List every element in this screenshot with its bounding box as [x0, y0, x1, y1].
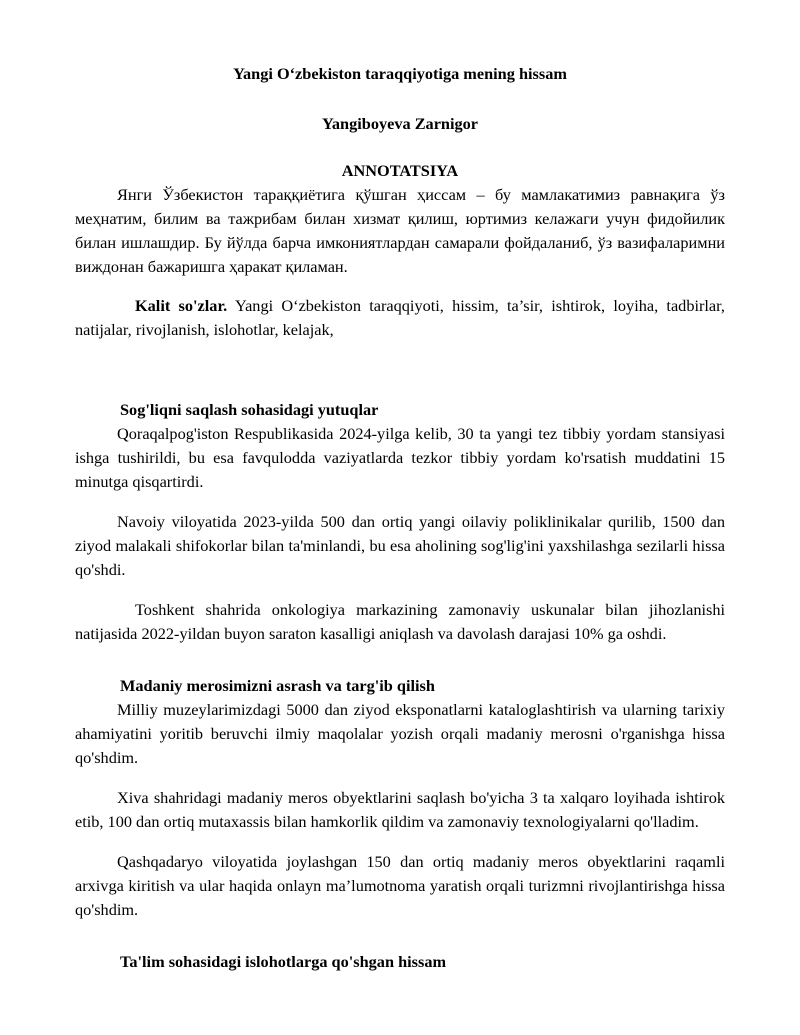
keywords-paragraph	[75, 294, 725, 342]
section-paragraph: Navoiy viloyatida 2023-yilda 500 dan ortiq yangi oilaviy poliklinikalar qurilib, 1500 dan ziyod malakali shifokorlar bilan ta'minlandi, bu esa aholining sog'lig'ini yaxshilashga sezilarli hissa qo'shdi.	[75, 512, 725, 579]
section-paragraph: Toshkent shahrida onkologiya markazining zamonaviy uskunalar bilan jihozlanishi natijasida 2022-yildan buyon saraton kasalligi aniqlash va davolash darajasi 10% ga oshdi.	[75, 600, 725, 643]
section-paragraph: Qashqadaryo viloyatida joylashgan 150 dan ortiq madaniy meros obyektlarini raqamli arxivga kiritish va ular haqida onlayn ma’lumotnoma yaratish orqali turizmni rivojlantirishga hissa qo'shdim.	[75, 852, 725, 919]
keywords-text: Yangi O‘zbekiston taraqqiyoti, hissim, ta’sir, ishtirok, loyiha, tadbirlar, natijalar, rivojlanish, islohotlar, kelajak,	[75, 296, 726, 339]
annotation-heading: ANNOTATSIYA	[341, 161, 459, 180]
section-heading-heritage: Madaniy merosimizni asrash va targ'ib qilish	[120, 676, 435, 695]
section-heading-healthcare: Sog'liqni saqlash sohasidagi yutuqlar	[120, 400, 379, 419]
document-page	[75, 62, 725, 974]
section-paragraph: Qoraqalpog'iston Respublikasida 2024-yilga kelib, 30 ta yangi tez tibbiy yordam stansiyasi ishga tushirildi, bu esa favqulodda vaziyatlarda tezkor tibbiy yordam ko'rsatish muddatini 15 minutga qisqartirdi.	[75, 424, 725, 491]
author-name: Yangiboyeva Zarnigor	[321, 114, 479, 133]
annotation-text: Янги Ўзбекистон тараққиётига қўшган ҳиссам – бу мамлакатимиз равнақига ўз меҳнатим, билим ва тажрибам билан хизмат қилиш, юртимиз келажаги учун фидойилик билан ишлашдир. Бу йўлда барча имкониятлардан самарали фойдаланиб, ўз вазифаларимни виждонан бажаришга ҳаракат қиламан.	[75, 185, 725, 276]
keywords-label: Kalit so'zlar.	[135, 296, 228, 315]
section-heading-education: Ta'lim sohasidagi islohotlarga qo'shgan hissam	[120, 952, 447, 971]
section-paragraph: Milliy muzeylarimizdagi 5000 dan ziyod eksponatlarni kataloglashtirish va ularning tarixiy ahamiyatini yoritib beruvchi ilmiy maqolalar yozish orqali madaniy merosni o'rganishga hissa qo'shdim.	[75, 700, 725, 767]
section-paragraph: Xiva shahridagi madaniy meros obyektlarini saqlash bo'yicha 3 ta xalqaro loyihada ishtirok etib, 100 dan ortiq mutaxassis bilan hamkorlik qildim va zamonaviy texnologiyalarni qo'lladim.	[75, 788, 725, 831]
document-title: Yangi O‘zbekiston taraqqiyotiga mening hissam	[233, 64, 567, 83]
